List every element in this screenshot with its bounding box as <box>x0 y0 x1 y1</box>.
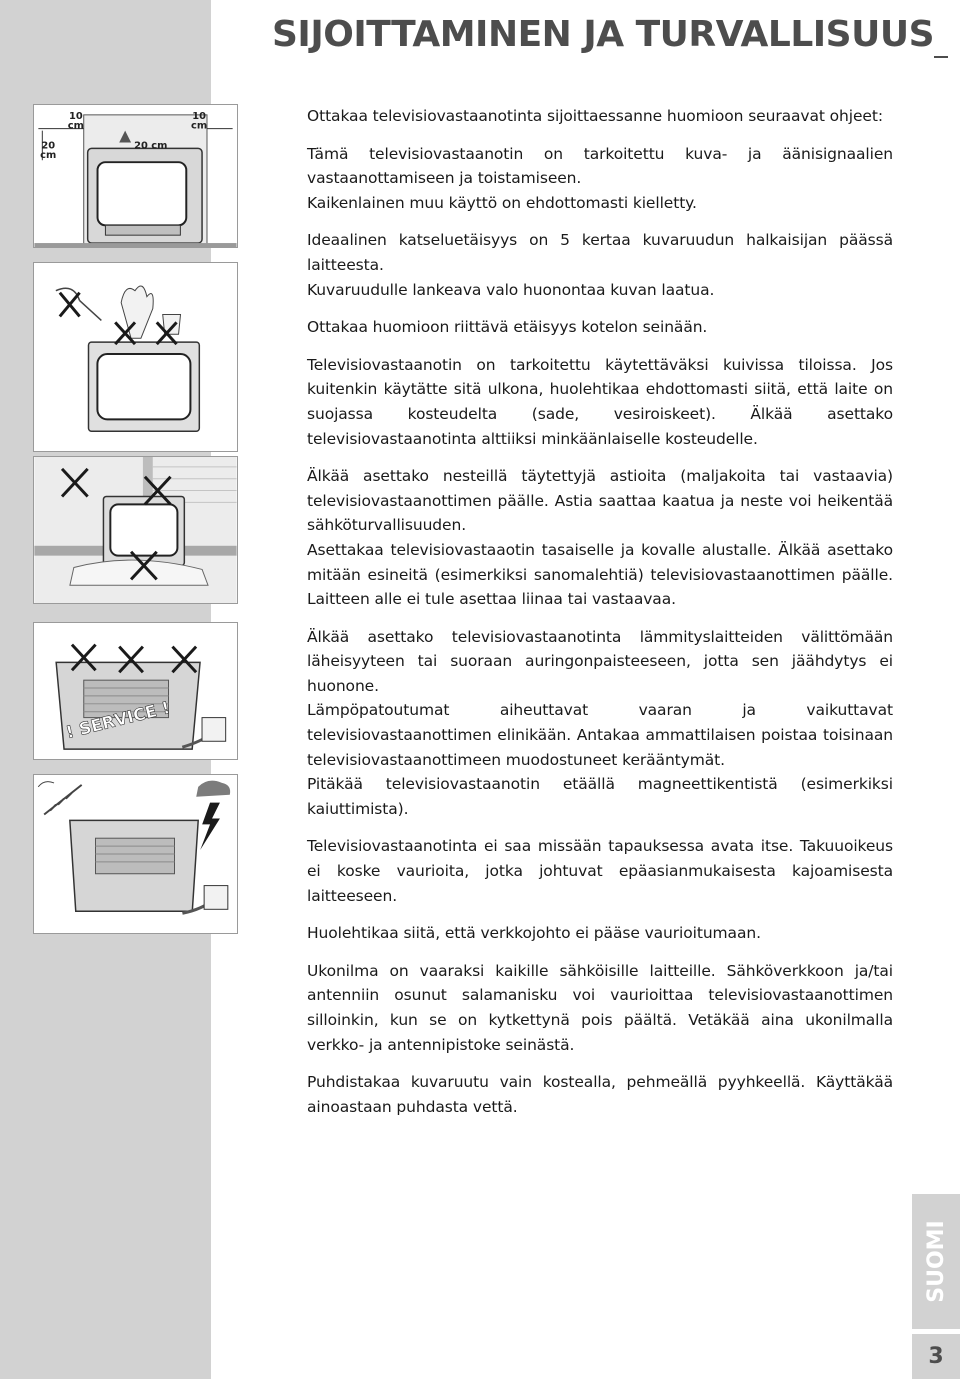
viewing-distance-paragraph: Ideaalinen katseluetäisyys on 5 kertaa kuvaruudun halkaisijan päässä laitteesta. <box>307 231 893 274</box>
antenna-icon <box>44 785 82 815</box>
dry-rooms-paragraph: Televisiovastaanotin on tarkoitettu käytettäväksi kuivissa tiloissa. Jos kuitenkin käytätte sitä ulkona, huolehtikaa ehdottomasti siitä, että laite on suojassa kosteudelta (sade, vesiroiskeet). Älkää asettako televisiovastaanotinta alttiiksi minkäänlaiselle kosteudelle. <box>307 355 893 448</box>
lightning-icon <box>200 803 220 850</box>
heat-buildup-paragraph: Lämpöpatoutumat aiheuttavat vaaran ja vaikuttavat televisiovastaanottimen elinikään. Antakaa ammattilaisen poistaa toisinaan televisiovastaanottimeen muodostuneet kerääntymät. <box>307 701 893 769</box>
wall-socket-icon <box>202 718 226 742</box>
thunderstorm-diagram <box>34 775 237 933</box>
moisture-illustration <box>33 456 238 604</box>
back-clearance-value: 20 <box>41 140 56 152</box>
left-clearance-value: 10 <box>68 110 83 122</box>
light-paragraph: Kuvaruudulle lankeava valo huonontaa kuvan laatua. <box>307 280 715 299</box>
cleaning-paragraph: Puhdistakaa kuvaruutu vain kostealla, pehmeällä pyyhkeellä. Käyttäkää ainoastaan puhdasta vettä. <box>307 1073 893 1116</box>
right-clearance-unit: cm <box>191 120 208 132</box>
intro-paragraph: Ottakaa televisiovastaanotinta sijoittaessanne huomioon seuraavat ohjeet: <box>307 107 883 125</box>
moisture-diagram <box>34 457 237 603</box>
opening-paragraph: Televisiovastaanotinta ei saa missään tapauksessa avata itse. Takuuoikeus ei koske vaurioita, jotka johtuvat epäasianmukaisesta kajoamisesta laitteeseen. <box>307 837 893 905</box>
power-cord-paragraph: Huolehtikaa siitä, että verkkojohto ei pääse vaurioitumaan. <box>307 924 761 943</box>
page-number: 3 <box>912 1334 960 1379</box>
service-illustration <box>33 622 238 760</box>
wall-socket-icon <box>204 886 228 910</box>
language-label: SUOMI <box>923 1220 949 1303</box>
other-use-paragraph: Kaikenlainen muu käyttö on ehdottomasti kielletty. <box>307 193 697 212</box>
storm-cloud-icon <box>196 781 230 797</box>
clearance-illustration <box>33 104 238 248</box>
clearance-diagram <box>34 105 237 247</box>
forbidden-cross-icon <box>60 293 177 344</box>
back-clearance-unit: cm <box>40 150 57 162</box>
heat-paragraph: Älkää asettako televisiovastaanotinta lämmityslaitteiden välittömään läheisyyteen tai suoraan auringonpaisteeseen, jotta sen jäähdytys ei huonone. <box>307 627 893 695</box>
liquids-paragraph: Älkää asettako nesteillä täytettyjä astioita (maljakoita tai vastaavia) televisiovastaanottimen päälle. Astia saattaa kaatua ja neste voi heikentää sähköturvallisuuden. <box>307 467 893 535</box>
language-tab <box>912 1194 960 1329</box>
thunderstorm-paragraph: Ukonilma on vaaraksi kaikille sähköisille laitteille. Sähköverkkoon ja/tai antenniin osunut salamanisku voi vaurioittaa televisiovastaanottimen silloinkin, kun se on kytkettynä pois päältä. Vetäkää aina ukonilmalla verkko- ja antennipistoke seinästä. <box>307 961 893 1054</box>
thunderstorm-illustration <box>33 774 238 934</box>
objects-on-top-illustration <box>33 262 238 452</box>
right-clearance-value: 10 <box>192 110 206 122</box>
objects-on-top-diagram <box>34 263 237 451</box>
purpose-paragraph: Tämä televisiovastaanotin on tarkoitettu kuva- ja äänisignaalien vastaanottamiseen ja toistamiseen. <box>307 144 893 188</box>
service-diagram <box>34 623 237 759</box>
magnetic-paragraph: Pitäkää televisiovastaanotin etäällä magneettikentistä (esimerkiksi kaiuttimista). <box>307 775 893 818</box>
left-clearance-unit: cm <box>67 120 84 132</box>
top-clearance-label: 20 cm <box>134 140 168 152</box>
surface-paragraph: Asettakaa televisiovastaaotin tasaiselle ja kovalle alustalle. Älkää asettako mitään esineitä (esimerkiksi sanomalehtiä) televisiovastaanottimen päälle. Laitteen alle ei tule asettaa liinaa tai vastaavaa. <box>307 540 893 609</box>
page-title: SIJOITTAMINEN JA TURVALLISUUS <box>272 14 934 55</box>
wall-distance-paragraph: Ottakaa huomioon riittävä etäisyys kotelon seinään. <box>307 318 708 337</box>
title-rule <box>934 56 948 58</box>
service-label: ! SERVICE ! <box>63 697 172 743</box>
instructions-text <box>307 104 893 1119</box>
